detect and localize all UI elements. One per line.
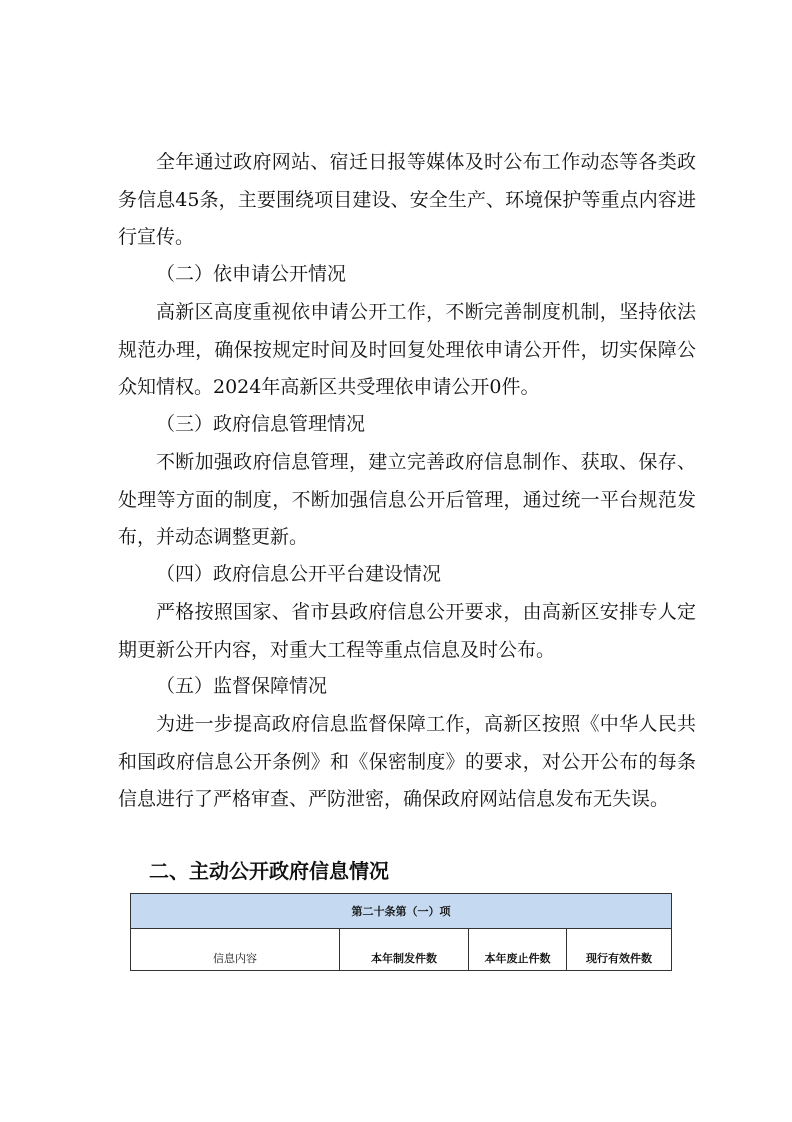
subheading-application-disclosure: （二）依申请公开情况 — [156, 263, 347, 285]
table-header-row — [131, 894, 672, 929]
paragraph-release-summary: 全年通过政府网站、宿迁日报等媒体及时公布工作动态等各类政务信息45条，主要围绕项目建设、安全生产、环境保护等重点内容进行宣传。 — [118, 151, 696, 248]
paragraph-application-disclosure: 高新区高度重视依申请公开工作，不断完善制度机制，坚持依法规范办理，确保按规定时间及时回复处理依申请公开件，切实保障公众知情权。2024年高新区共受理依申请公开0件。 — [118, 301, 696, 398]
paragraph-platform-construction: 严格按照国家、省市县政府信息公开要求，由高新区安排专人定期更新公开内容，对重大工程等重点信息及时公布。 — [118, 601, 696, 661]
subheading-information-management: （三）政府信息管理情况 — [156, 413, 366, 435]
column-abolished-this-year: 本年废止件数 — [469, 929, 567, 971]
paragraph-information-management: 不断加强政府信息管理，建立完善政府信息制作、获取、保存、处理等方面的制度，不断加强信息公开后管理，通过统一平台规范发布，并动态调整更新。 — [118, 451, 696, 548]
section-title: 二、主动公开政府信息情况 — [149, 859, 389, 883]
column-currently-valid: 现行有效件数 — [567, 929, 672, 971]
subheading-platform-construction: （四）政府信息公开平台建设情况 — [156, 563, 442, 585]
table-header: 第二十条第（一）项 — [131, 894, 672, 929]
column-info-content: 信息内容 — [131, 929, 340, 971]
subheading-supervision: （五）监督保障情况 — [156, 675, 328, 697]
disclosure-table — [130, 893, 672, 971]
paragraph-supervision: 为进一步提高政府信息监督保障工作，高新区按照《中华人民共和国政府信息公开条例》和《保密制度》的要求，对公开公布的每条信息进行了严格审查、严防泄密，确保政府网站信息发布无失误。 — [118, 713, 696, 810]
table-row — [131, 929, 672, 971]
column-issued-this-year: 本年制发件数 — [340, 929, 469, 971]
